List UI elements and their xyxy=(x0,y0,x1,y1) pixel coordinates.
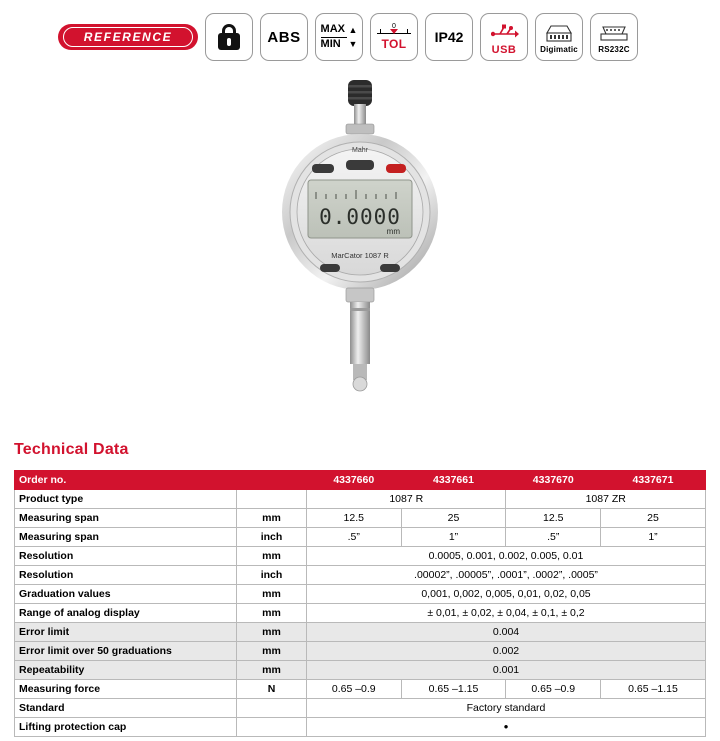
table-row xyxy=(15,642,706,661)
tolerance-scale xyxy=(372,24,416,37)
tolerance-tick-left xyxy=(380,29,381,34)
table-row xyxy=(15,623,706,642)
row-label: Resolution xyxy=(15,547,237,566)
digimatic-connector-icon xyxy=(540,23,578,45)
row-value: 12.5 xyxy=(506,509,601,528)
row-value: 4337671 xyxy=(601,471,706,490)
rs232c-connector-icon xyxy=(597,23,631,45)
row-value: Factory standard xyxy=(307,699,706,718)
row-value: 4337661 xyxy=(401,471,506,490)
table-row xyxy=(15,661,706,680)
row-unit xyxy=(237,699,307,718)
usb-icon-box xyxy=(480,13,528,61)
row-label: Product type xyxy=(15,490,237,509)
lock-icon-box xyxy=(205,13,253,61)
brand-logo-text: Mahr xyxy=(352,147,368,154)
row-label: Lifting protection cap xyxy=(15,718,237,737)
row-value: 0.001 xyxy=(307,661,706,680)
row-unit: mm xyxy=(237,547,307,566)
lcd-unit: mm xyxy=(386,227,400,236)
row-label: Error limit xyxy=(15,623,237,642)
row-value: 0.0005, 0.001, 0.002, 0.005, 0.01 xyxy=(307,547,706,566)
row-unit: mm xyxy=(237,661,307,680)
row-value: 1” xyxy=(401,528,506,547)
row-value: ± 0,01, ± 0,02, ± 0,04, ± 0,1, ± 0,2 xyxy=(307,604,706,623)
row-unit xyxy=(237,718,307,737)
digimatic-icon-box xyxy=(535,13,583,61)
table-row xyxy=(15,604,706,623)
min-label: MIN xyxy=(320,37,341,50)
row-value: .00002”, .00005”, .0001”, .0002”, .0005” xyxy=(307,566,706,585)
lcd-reading: 0.0000 xyxy=(319,205,401,229)
table-row xyxy=(15,585,706,604)
row-value: 0.002 xyxy=(307,642,706,661)
tolerance-zero-label: 0 xyxy=(392,22,396,30)
row-unit: mm xyxy=(237,623,307,642)
row-label: Resolution xyxy=(15,566,237,585)
row-value: 1087 R xyxy=(307,490,506,509)
row-label: Graduation values xyxy=(15,585,237,604)
tolerance-label: TOL xyxy=(381,36,407,51)
row-value: .5” xyxy=(506,528,601,547)
rs232c-icon-box xyxy=(590,13,638,61)
technical-data-title: Technical Data xyxy=(14,441,129,458)
indicator-svg xyxy=(260,72,460,392)
row-label: Measuring force xyxy=(15,680,237,699)
table-row xyxy=(15,471,706,490)
row-label: Standard xyxy=(15,699,237,718)
max-min-arrows-icon: ▲ ▼ xyxy=(348,25,358,49)
row-value: • xyxy=(307,718,706,737)
product-image xyxy=(0,72,720,402)
max-label: MAX xyxy=(320,22,345,35)
max-min-icon-box xyxy=(315,13,363,61)
row-unit: mm xyxy=(237,604,307,623)
row-value: 4337670 xyxy=(506,471,601,490)
abs-icon-label: ABS xyxy=(267,28,301,46)
max-min-icon xyxy=(321,24,358,50)
row-value: 0.004 xyxy=(307,623,706,642)
row-unit: inch xyxy=(237,528,307,547)
reference-badge xyxy=(58,24,198,50)
row-value: 0.65 –0.9 xyxy=(506,680,601,699)
tolerance-tick-right xyxy=(407,29,408,34)
row-value: 12.5 xyxy=(307,509,402,528)
row-value: 25 xyxy=(601,509,706,528)
reference-badge-label: REFERENCE xyxy=(83,30,173,44)
tolerance-icon xyxy=(372,24,416,51)
row-value: 0.65 –1.15 xyxy=(401,680,506,699)
technical-data-table xyxy=(14,470,706,737)
feature-icon-bar xyxy=(0,8,720,66)
row-value: 0.65 –1.15 xyxy=(601,680,706,699)
max-min-stack xyxy=(321,24,347,50)
row-label: Measuring span xyxy=(15,509,237,528)
row-value: 0.65 –0.9 xyxy=(307,680,402,699)
row-unit xyxy=(237,471,307,490)
tolerance-icon-box xyxy=(370,13,418,61)
tolerance-pointer xyxy=(390,29,398,34)
rs232c-icon-label: RS232C xyxy=(598,44,630,54)
row-unit xyxy=(237,490,307,509)
row-label: Repeatability xyxy=(15,661,237,680)
row-unit: inch xyxy=(237,566,307,585)
row-value: 25 xyxy=(401,509,506,528)
usb-icon-label: USB xyxy=(491,44,517,56)
lock-keyhole xyxy=(227,38,231,46)
row-unit: N xyxy=(237,680,307,699)
row-value: 0,001, 0,002, 0,005, 0,01, 0,02, 0,05 xyxy=(307,585,706,604)
row-label: Error limit over 50 graduations xyxy=(15,642,237,661)
row-value: 1” xyxy=(601,528,706,547)
table-row xyxy=(15,680,706,699)
row-label: Measuring span xyxy=(15,528,237,547)
digimatic-icon xyxy=(540,23,578,54)
usb-icon xyxy=(491,22,519,40)
technical-data-body xyxy=(15,471,706,737)
row-label: Order no. xyxy=(15,471,237,490)
row-value: .5” xyxy=(307,528,402,547)
ip42-icon-label: IP42 xyxy=(434,29,464,45)
digimatic-icon-label: Digimatic xyxy=(540,44,578,54)
table-row xyxy=(15,509,706,528)
abs-icon-box xyxy=(260,13,308,61)
table-row xyxy=(15,699,706,718)
ip42-icon-box xyxy=(425,13,473,61)
table-row xyxy=(15,718,706,737)
reference-badge-inner xyxy=(63,27,193,47)
lock-icon xyxy=(218,24,240,50)
row-label: Range of analog display xyxy=(15,604,237,623)
table-row xyxy=(15,490,706,509)
row-unit: mm xyxy=(237,642,307,661)
table-row xyxy=(15,566,706,585)
row-value: 4337660 xyxy=(307,471,402,490)
model-text: MarCator 1087 R xyxy=(331,251,389,260)
row-unit: mm xyxy=(237,509,307,528)
row-value: 1087 ZR xyxy=(506,490,706,509)
table-row xyxy=(15,547,706,566)
row-unit: mm xyxy=(237,585,307,604)
digital-indicator-illustration xyxy=(260,72,460,392)
table-row xyxy=(15,528,706,547)
rs232c-icon xyxy=(597,23,631,54)
